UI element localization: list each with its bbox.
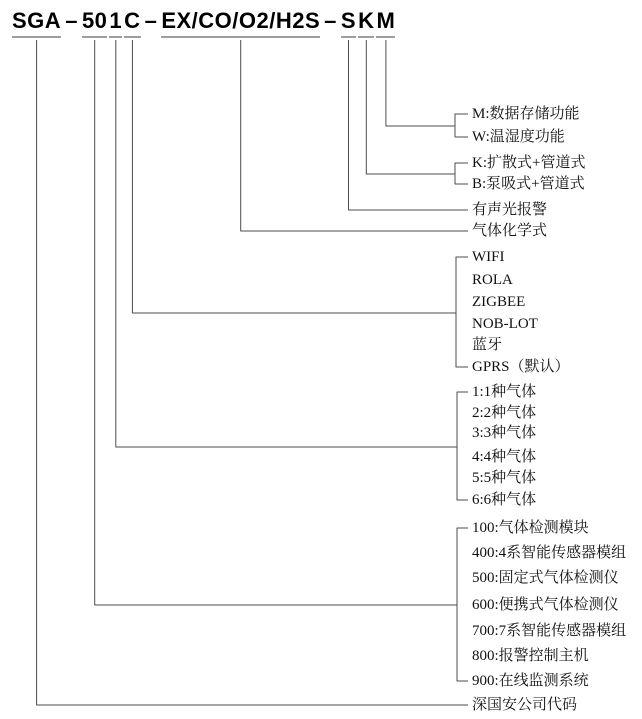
title-dash: – [144,8,158,33]
bracket-series [457,528,468,681]
label-alarm: 有声光报警 [472,202,548,218]
label-series-600: 600:便携式气体检测仪 [472,597,619,613]
label-gas-count-1: 1:1种气体 [472,384,537,400]
title-segment-gas-count: 1 [109,8,122,38]
label-storage-m: M:数据存储功能 [472,106,580,122]
label-series-900: 900:在线监测系统 [472,673,589,689]
drop-line-seg1 [116,40,457,447]
drop-line-segK [366,40,455,174]
drop-line-segC [132,40,456,313]
title-segment-storage: M [376,8,395,38]
bracket-wireless [456,257,468,367]
title-segment-series: 50 [82,8,107,38]
label-series-400: 400:4系智能传感器模组 [472,545,627,561]
label-series-100: 100:气体检测模块 [472,520,589,536]
label-series-700: 700:7系智能传感器模组 [472,623,627,639]
label-wireless-rola: ROLA [472,272,513,288]
label-storage-w: W:温湿度功能 [472,129,565,145]
title-segment-wireless: C [124,8,140,38]
bracket-gas-count [457,392,468,500]
title-segment-sampling: K [358,8,374,38]
drop-line-seg50 [95,40,457,605]
drop-line-segM [386,40,455,126]
label-gas-count-5: 5:5种气体 [472,470,537,486]
label-gas-count-6: 6:6种气体 [472,492,537,508]
title-segment-gas-formula: EX/CO/O2/H2S [161,8,320,38]
title-dash: – [65,8,78,33]
title-dash: – [324,8,337,33]
label-gas-count-3: 3:3种气体 [472,425,537,441]
label-gas-formula: 气体化学式 [472,223,548,239]
label-series-800: 800:报警控制主机 [472,648,589,664]
bracket-storage [455,114,468,137]
label-gas-count-4: 4:4种气体 [472,449,537,465]
title-segment-company-code: SGA [12,8,61,38]
label-wireless-zigbee: ZIGBEE [472,294,526,310]
label-sampling-b: B:泵吸式+管道式 [472,176,585,192]
label-company-code: 深国安公司代码 [472,697,578,713]
label-wireless-bluetooth: 蓝牙 [472,337,503,353]
label-wireless-wifi: WIFI [472,249,505,265]
drop-lines [37,40,468,705]
bracket-sampling [455,163,468,184]
label-gas-count-2: 2:2种气体 [472,405,537,421]
drop-line-gases [241,40,468,231]
label-series-500: 500:固定式气体检测仪 [472,570,619,586]
label-wireless-gprs: GPRS（默认） [472,359,570,375]
title-segment-alarm: S [341,8,356,38]
label-wireless-nob-lot: NOB-LOT [472,316,538,332]
label-sampling-k: K:扩散式+管道式 [472,155,586,171]
model-code-title [12,8,395,38]
